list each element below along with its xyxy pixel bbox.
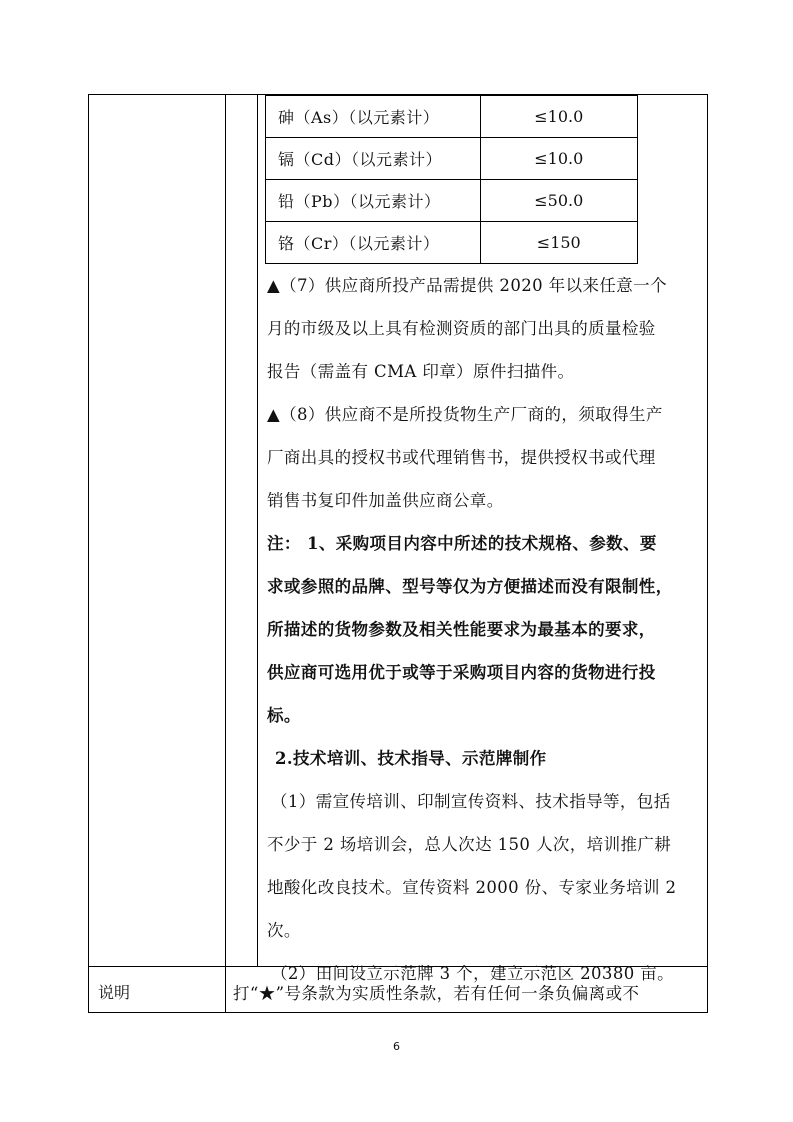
table-inner-column-divider [257, 94, 258, 966]
table-row [266, 180, 638, 222]
explanation-text: 打“★”号条款为实质性条款，若有任何一条负偏离或不 [233, 984, 640, 1003]
table-row [266, 222, 638, 264]
element-name: 镉（Cd）（以元素计） [266, 138, 481, 180]
heavy-metal-limits-table [265, 95, 638, 264]
element-name: 铬（Cr）（以元素计） [266, 222, 481, 264]
requirements-text [267, 264, 703, 995]
section-2-paragraph-1: 不少于 2 场培训会，总人次达 150 人次，培训推广耕 [267, 835, 672, 854]
note-line: 供应商可选用优于或等于采购项目内容的货物进行投 [267, 663, 656, 682]
element-name: 铅（Pb）（以元素计） [266, 180, 481, 222]
section-2-paragraph-1: 次。 [267, 921, 301, 940]
page-number: 6 [393, 1040, 400, 1053]
element-limit: ≤50.0 [480, 180, 637, 222]
element-limit: ≤150 [480, 222, 637, 264]
item-8-line: 厂商出具的授权书或代理销售书，提供授权书或代理 [267, 448, 656, 467]
table-border-bottom [88, 1012, 708, 1013]
item-8-line: 销售书复印件加盖供应商公章。 [267, 491, 504, 510]
note-line: 所描述的货物参数及相关性能要求为最基本的要求， [267, 620, 656, 639]
table-column-divider [225, 94, 226, 1013]
element-name: 砷（As）（以元素计） [266, 96, 481, 138]
section-2-paragraph-1: （1）需宣传培训、印制宣传资料、技术指导等，包括 [271, 792, 671, 811]
note-line: 标。 [267, 706, 301, 725]
table-row [266, 138, 638, 180]
table-border-left [88, 94, 89, 1013]
note-line: 求或参照的品牌、型号等仅为方便描述而没有限制性， [267, 577, 673, 596]
section-2-heading: 2.技术培训、技术指导、示范牌制作 [275, 749, 547, 768]
item-7-line: ▲（7）供应商所投产品需提供 2020 年以来任意一个 [267, 276, 667, 295]
section-2-paragraph-2: （2）田间设立示范牌 3 个，建立示范区 20380 亩。 [271, 964, 675, 983]
note-line: 注： 1、采购项目内容中所述的技术规格、参数、要 [267, 534, 657, 553]
element-limit: ≤10.0 [480, 96, 637, 138]
table-border-right [707, 94, 708, 1013]
table-row [266, 96, 638, 138]
element-limit: ≤10.0 [480, 138, 637, 180]
section-2-paragraph-1: 地酸化改良技术。宣传资料 2000 份、专家业务培训 2 [267, 878, 677, 897]
item-7-line: 月的市级及以上具有检测资质的部门出具的质量检验 [267, 319, 656, 338]
item-8-line: ▲（8）供应商不是所投货物生产厂商的，须取得生产 [267, 405, 663, 424]
item-7-line: 报告（需盖有 CMA 印章）原件扫描件。 [267, 362, 575, 381]
explanation-label: 说明 [98, 983, 131, 1002]
